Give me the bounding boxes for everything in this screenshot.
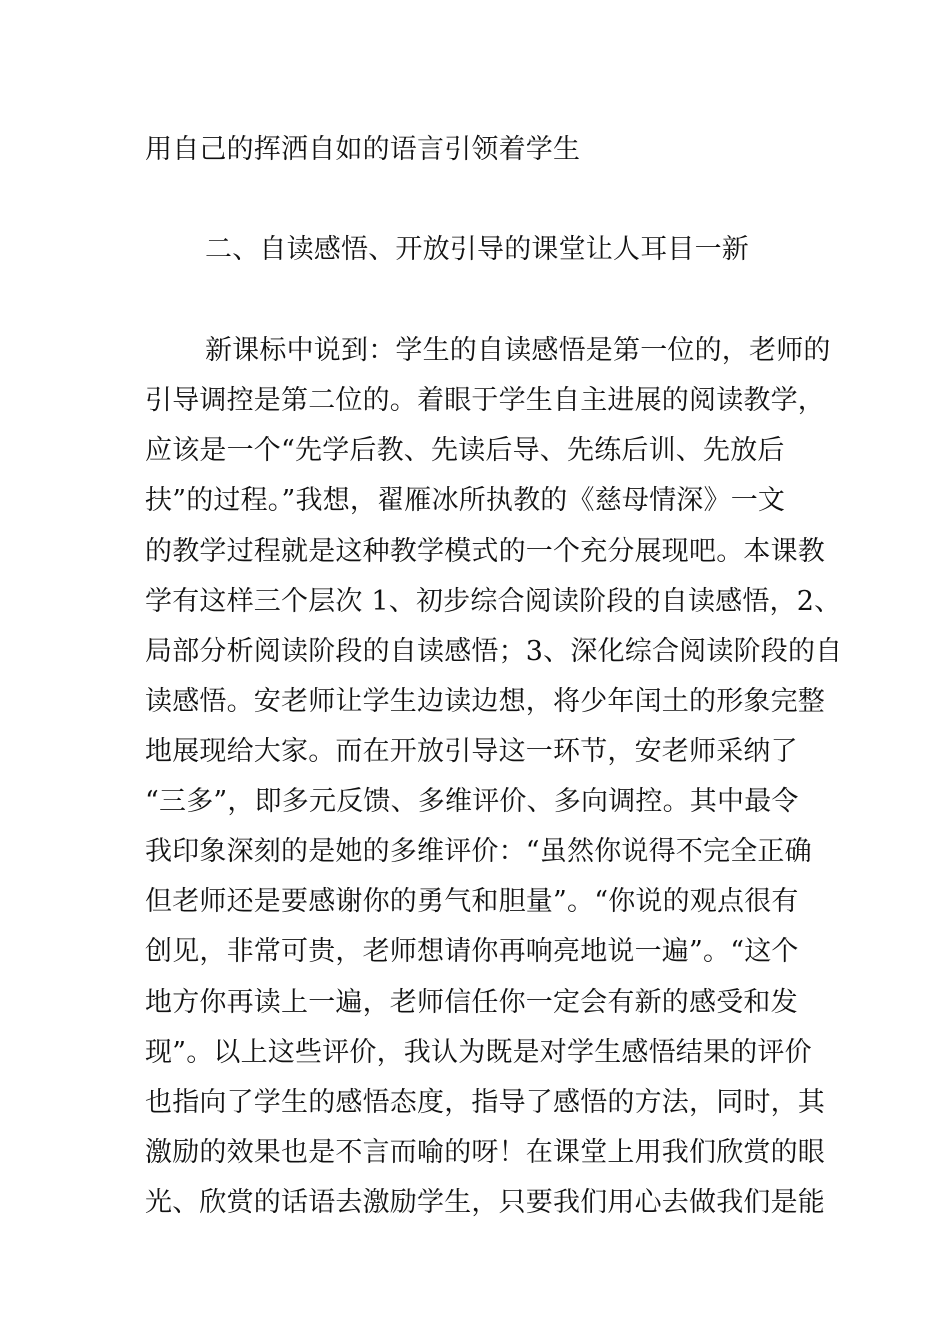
paragraph-line: 应该是一个“先学后教、先读后导、先练后训、先放后 <box>145 435 785 466</box>
paragraph-line: 地方你再读上一遍，老师信任你一定会有新的感受和发 <box>145 987 798 1018</box>
paragraph-line: 引导调控是第二位的。着眼于学生自主进展的阅读教学， <box>145 385 825 416</box>
paragraph-line: “三多”，即多元反馈、多维评价、多向调控。其中最令 <box>145 786 799 817</box>
paragraph-line: 局部分析阅读阶段的自读感悟；3、深化综合阅读阶段的自 <box>145 636 843 667</box>
paragraph-line: 学有这样三个层次 1、初步综合阅读阶段的自读感悟，2、 <box>145 586 842 617</box>
intro-line: 用自己的挥洒自如的语言引领着学生 <box>145 134 581 165</box>
paragraph-line: 光、欣赏的话语去激励学生，只要我们用心去做我们是能 <box>145 1187 825 1218</box>
paragraph-line: 我印象深刻的是她的多维评价：“虽然你说得不完全正确 <box>145 836 812 867</box>
section-heading: 二、自读感悟、开放引导的课堂让人耳目一新 <box>205 234 749 265</box>
paragraph-line: 读感悟。安老师让学生边读边想，将少年闰土的形象完整 <box>145 686 825 717</box>
paragraph-line: 扶”的过程。”我想，翟雁冰所执教的《慈母情深》一文 <box>145 485 786 516</box>
paragraph-line: 的教学过程就是这种教学模式的一个充分展现吧。本课教 <box>145 536 825 567</box>
paragraph-line: 但老师还是要感谢你的勇气和胆量”。“你说的观点很有 <box>145 886 799 917</box>
paragraph-line: 现”。以上这些评价，我认为既是对学生感悟结果的评价 <box>145 1037 812 1068</box>
paragraph-line: 新课标中说到：学生的自读感悟是第一位的，老师的 <box>205 335 831 366</box>
paragraph-line: 激励的效果也是不言而喻的呀！在课堂上用我们欣赏的眼 <box>145 1137 825 1168</box>
paragraph-line: 创见，非常可贵，老师想请你再响亮地说一遍”。“这个 <box>145 936 799 967</box>
paragraph-line: 也指向了学生的感悟态度，指导了感悟的方法，同时，其 <box>145 1087 825 1118</box>
paragraph-line: 地展现给大家。而在开放引导这一环节，安老师采纳了 <box>145 736 798 767</box>
